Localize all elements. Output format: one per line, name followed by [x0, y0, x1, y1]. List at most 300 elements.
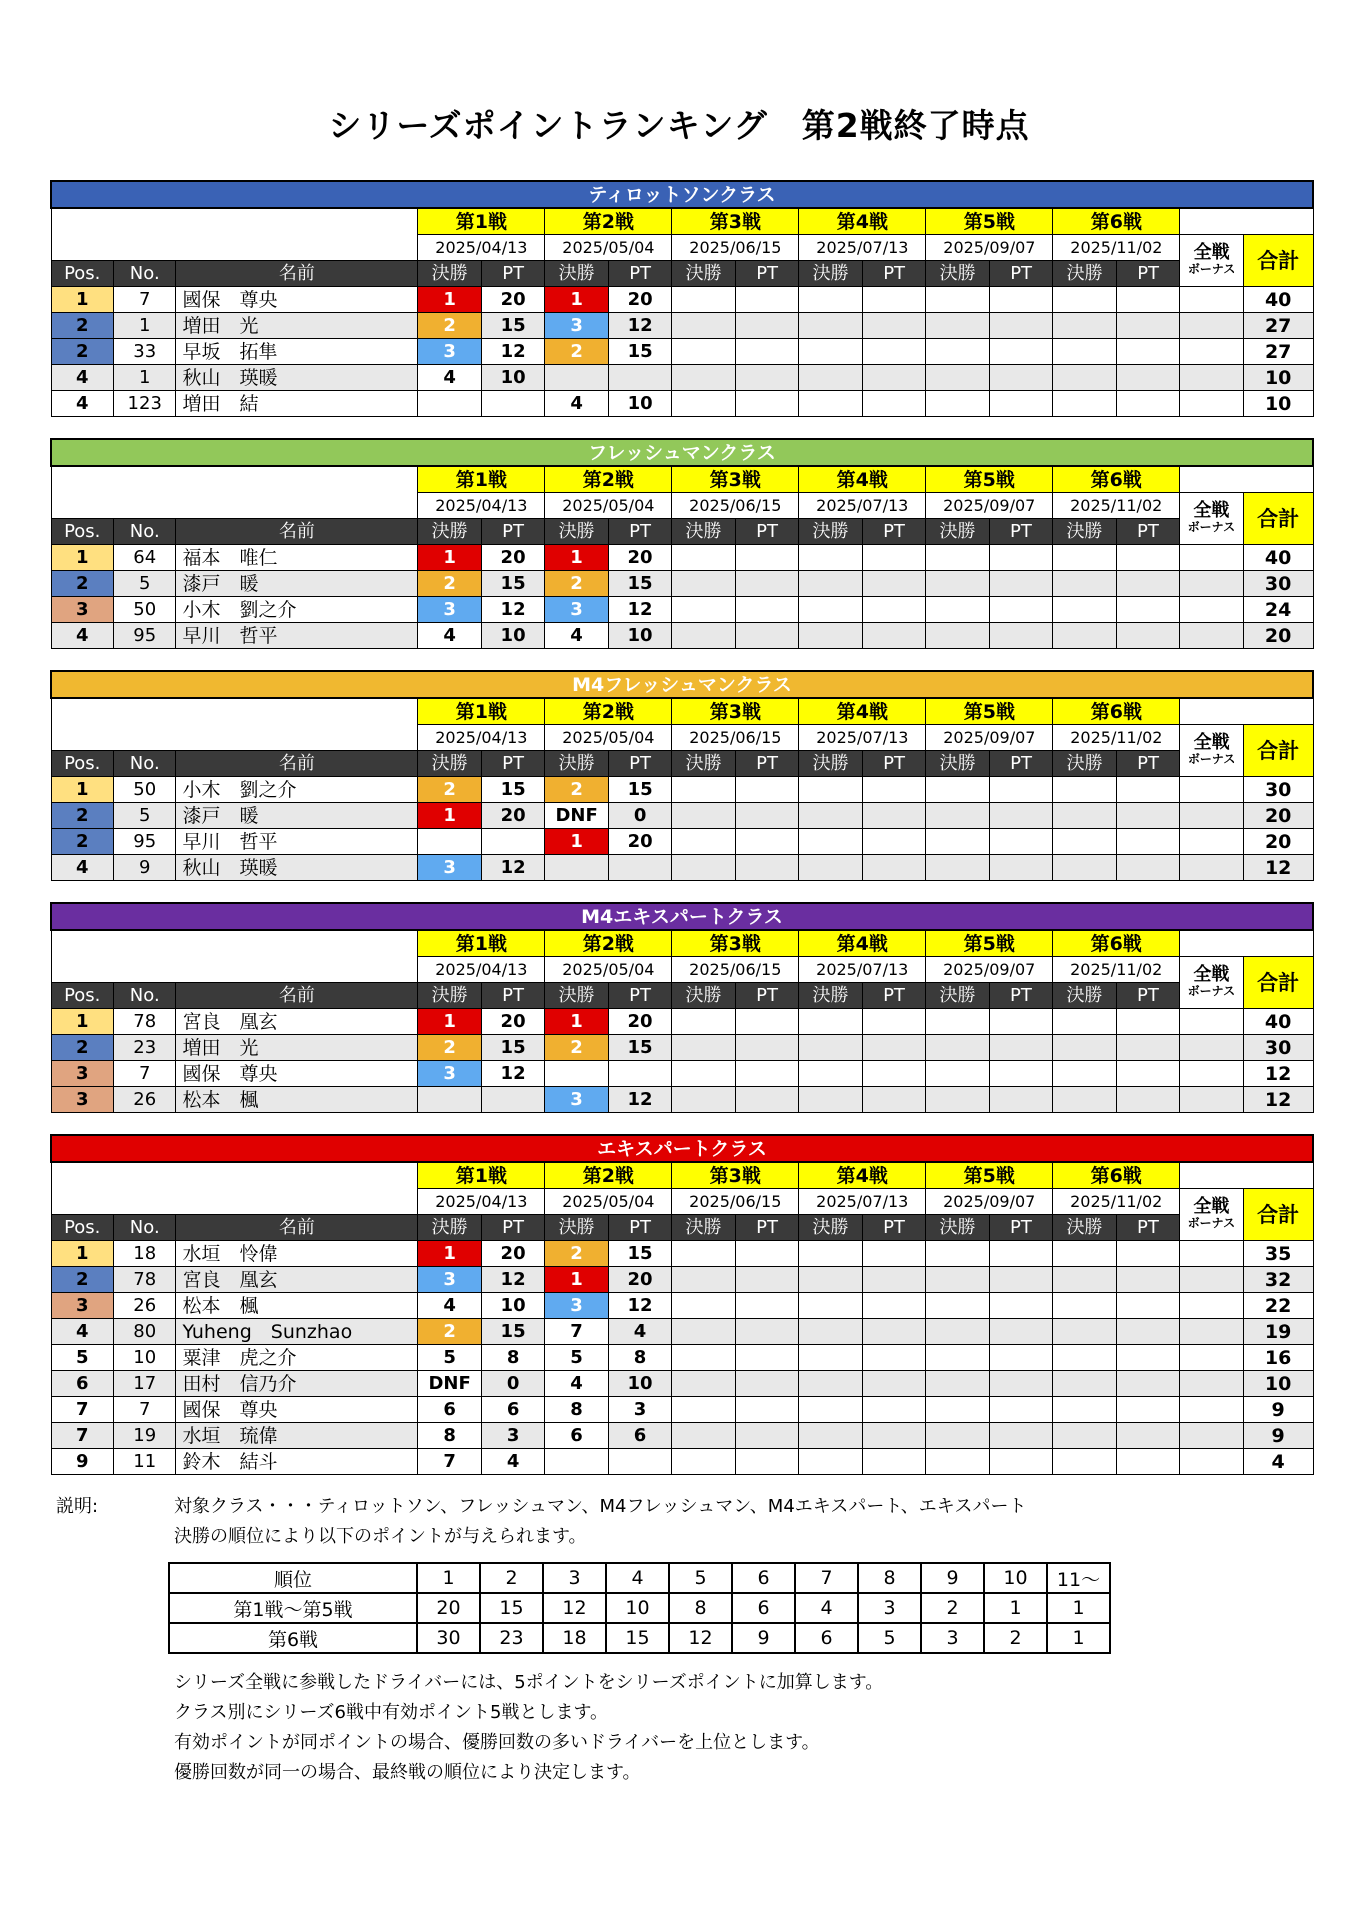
race-points — [1116, 597, 1179, 623]
final-header: 決勝 — [799, 983, 862, 1009]
table-row — [51, 1087, 1313, 1113]
race-points — [1116, 1449, 1179, 1475]
final-header: 決勝 — [545, 751, 609, 777]
race-points: 10 — [481, 365, 545, 391]
no-header: No. — [113, 983, 175, 1009]
final-result — [1053, 597, 1116, 623]
car-number: 26 — [113, 1293, 175, 1319]
header-blank — [1180, 208, 1313, 235]
race-points — [1116, 1319, 1179, 1345]
total-header: 合計 — [1243, 235, 1313, 287]
final-result: 2 — [418, 313, 482, 339]
race-points: 12 — [481, 1267, 544, 1293]
points-row — [169, 1623, 1110, 1653]
final-result — [926, 1293, 989, 1319]
race-points: 15 — [481, 777, 545, 803]
race-date: 2025/05/04 — [545, 725, 672, 751]
final-result: 6 — [545, 1423, 608, 1449]
race-points — [1116, 1035, 1179, 1061]
car-number: 26 — [113, 1087, 175, 1113]
final-result — [672, 365, 736, 391]
race-points: 20 — [608, 545, 671, 571]
total-points: 22 — [1243, 1293, 1313, 1319]
bonus-header — [1180, 235, 1244, 287]
bonus-cell — [1180, 1035, 1243, 1061]
bonus-cell — [1180, 829, 1244, 855]
final-result — [672, 1371, 735, 1397]
race-date: 2025/05/04 — [545, 957, 672, 983]
race-points — [1116, 365, 1180, 391]
final-result — [1053, 313, 1117, 339]
points-cell: 15 — [480, 1593, 543, 1623]
rank-cell: 2 — [51, 803, 113, 829]
race-date: 2025/11/02 — [1053, 725, 1180, 751]
driver-name: 國保 尊央 — [176, 1061, 418, 1087]
pt-header: PT — [1116, 261, 1180, 287]
bonus-header — [1180, 493, 1243, 545]
total-points: 16 — [1243, 1345, 1313, 1371]
bonus-cell — [1180, 623, 1243, 649]
final-result — [799, 597, 862, 623]
rank-cell: 2 — [51, 313, 113, 339]
race-points: 8 — [481, 1345, 544, 1371]
final-result — [1053, 623, 1116, 649]
race-points — [735, 1371, 798, 1397]
points-cell: 1 — [984, 1593, 1047, 1623]
race-points — [989, 1319, 1052, 1345]
final-result: 2 — [418, 1035, 481, 1061]
driver-name: 増田 光 — [176, 313, 418, 339]
race-header-row — [51, 1162, 1313, 1189]
final-header: 決勝 — [926, 1215, 989, 1241]
race-date: 2025/04/13 — [418, 235, 545, 261]
final-result: 3 — [545, 313, 609, 339]
race-points — [1116, 1397, 1179, 1423]
final-header: 決勝 — [672, 261, 736, 287]
final-result — [672, 1087, 735, 1113]
bonus-cell — [1180, 313, 1244, 339]
class-title-row — [51, 1135, 1313, 1162]
race-points — [862, 313, 926, 339]
race-points: 10 — [608, 391, 672, 417]
name-header: 名前 — [176, 751, 418, 777]
race-date: 2025/04/13 — [418, 1189, 545, 1215]
race-date: 2025/04/13 — [418, 957, 545, 983]
race-points: 20 — [481, 1241, 544, 1267]
final-result — [926, 313, 990, 339]
points-cell: 第6戦 — [169, 1623, 417, 1653]
table-row — [51, 777, 1313, 803]
points-header-cell: 5 — [669, 1563, 732, 1593]
final-result — [1053, 287, 1117, 313]
rules — [174, 1668, 883, 1788]
final-result — [545, 1061, 608, 1087]
race-points — [735, 623, 798, 649]
class-title: M4フレッシュマンクラス — [51, 671, 1313, 698]
points-header-cell: 4 — [606, 1563, 669, 1593]
bonus-label-bottom: ボーナス — [1187, 983, 1236, 998]
pt-header: PT — [608, 519, 671, 545]
table-row — [51, 287, 1313, 313]
class-table — [50, 438, 1314, 649]
rule-line: 優勝回数が同一の場合、最終戦の順位により決定します。 — [174, 1762, 641, 1783]
final-result — [926, 1035, 989, 1061]
race-label: 第2戦 — [545, 698, 672, 725]
race-date: 2025/04/13 — [418, 493, 545, 519]
final-result — [672, 597, 735, 623]
race-points: 15 — [481, 1319, 544, 1345]
bonus-label-top: 全戦 — [1193, 963, 1230, 985]
table-row — [51, 1267, 1313, 1293]
rank-cell: 3 — [51, 597, 113, 623]
bonus-cell — [1180, 1087, 1243, 1113]
points-header-cell: 1 — [417, 1563, 480, 1593]
final-result — [1053, 855, 1117, 881]
race-label: 第3戦 — [672, 1162, 799, 1189]
table-row — [51, 1035, 1313, 1061]
final-header: 決勝 — [926, 261, 990, 287]
points-cell: 15 — [606, 1623, 669, 1653]
race-points: 20 — [481, 1009, 544, 1035]
rank-cell: 9 — [51, 1449, 113, 1475]
final-result — [799, 545, 862, 571]
final-result — [672, 1241, 735, 1267]
race-label: 第2戦 — [545, 930, 672, 957]
points-cell: 18 — [543, 1623, 606, 1653]
race-points — [989, 1293, 1052, 1319]
rank-cell: 3 — [51, 1087, 113, 1113]
final-result — [672, 339, 736, 365]
final-header: 決勝 — [926, 519, 989, 545]
race-points: 20 — [608, 1267, 671, 1293]
table-row — [51, 1371, 1313, 1397]
final-result — [926, 339, 990, 365]
race-date: 2025/05/04 — [545, 1189, 672, 1215]
final-result — [799, 1035, 862, 1061]
no-header: No. — [113, 261, 175, 287]
race-points: 20 — [608, 829, 672, 855]
column-header-row — [51, 751, 1313, 777]
class-title: M4エキスパートクラス — [51, 903, 1313, 930]
race-points — [989, 545, 1052, 571]
race-points — [1116, 777, 1180, 803]
final-result — [672, 855, 736, 881]
race-label: 第4戦 — [799, 698, 926, 725]
bonus-cell — [1180, 391, 1244, 417]
pt-header: PT — [481, 983, 544, 1009]
final-result — [799, 339, 863, 365]
race-points: 10 — [608, 623, 671, 649]
header-blank — [51, 930, 418, 983]
total-points: 27 — [1243, 339, 1313, 365]
final-result — [672, 545, 735, 571]
total-points: 10 — [1243, 1371, 1313, 1397]
race-points — [862, 1061, 925, 1087]
final-result — [672, 1345, 735, 1371]
bonus-cell — [1180, 287, 1244, 313]
total-header: 合計 — [1243, 957, 1313, 1009]
points-header-cell: 3 — [543, 1563, 606, 1593]
race-points: 15 — [608, 1241, 671, 1267]
total-points: 30 — [1243, 571, 1313, 597]
bonus-cell — [1180, 1293, 1243, 1319]
driver-name: 早川 哲平 — [176, 623, 418, 649]
car-number: 5 — [113, 803, 175, 829]
explanation-line: 決勝の順位により以下のポイントが与えられます。 — [174, 1526, 587, 1547]
total-points: 32 — [1243, 1267, 1313, 1293]
pt-header: PT — [862, 983, 925, 1009]
final-result — [799, 803, 863, 829]
final-result — [926, 777, 990, 803]
pt-header: PT — [862, 751, 926, 777]
final-result: 3 — [418, 339, 482, 365]
points-header-cell: 10 — [984, 1563, 1047, 1593]
final-result — [926, 1397, 989, 1423]
driver-name: 水垣 怜偉 — [176, 1241, 418, 1267]
race-date: 2025/09/07 — [926, 493, 1053, 519]
page-title: シリーズポイントランキング 第2戦終了時点 — [328, 106, 1030, 145]
total-points: 19 — [1243, 1319, 1313, 1345]
header-blank — [51, 208, 418, 261]
bonus-cell — [1180, 803, 1244, 829]
race-points — [862, 571, 925, 597]
final-result — [672, 1267, 735, 1293]
race-points — [862, 829, 926, 855]
final-result — [1053, 1035, 1116, 1061]
total-points: 4 — [1243, 1449, 1313, 1475]
final-result — [926, 1345, 989, 1371]
total-points: 20 — [1243, 623, 1313, 649]
final-result — [1053, 1087, 1116, 1113]
race-points — [735, 1241, 798, 1267]
bonus-label-bottom: ボーナス — [1187, 519, 1236, 534]
race-points — [1116, 545, 1179, 571]
final-header: 決勝 — [1053, 751, 1117, 777]
final-result — [418, 391, 482, 417]
final-result — [672, 1423, 735, 1449]
race-header-row — [51, 930, 1313, 957]
total-points: 9 — [1243, 1423, 1313, 1449]
race-points — [1116, 1371, 1179, 1397]
final-result: 3 — [545, 1087, 608, 1113]
points-cell: 第1戦～第5戦 — [169, 1593, 417, 1623]
race-date: 2025/07/13 — [799, 1189, 926, 1215]
final-result — [926, 597, 989, 623]
table-row — [51, 803, 1313, 829]
final-result — [1053, 777, 1117, 803]
final-result — [672, 803, 736, 829]
race-label: 第3戦 — [672, 698, 799, 725]
driver-name: 秋山 瑛暖 — [176, 855, 418, 881]
bonus-cell — [1180, 1061, 1243, 1087]
final-result — [926, 1319, 989, 1345]
header-blank — [1180, 466, 1313, 493]
final-result — [926, 623, 989, 649]
final-result — [799, 1061, 862, 1087]
final-result: 8 — [545, 1397, 608, 1423]
pt-header: PT — [481, 261, 545, 287]
race-date: 2025/07/13 — [799, 235, 926, 261]
total-points: 30 — [1243, 1035, 1313, 1061]
final-result — [1053, 803, 1117, 829]
rank-cell: 4 — [51, 391, 113, 417]
points-header-cell: 7 — [795, 1563, 858, 1593]
race-label: 第1戦 — [418, 930, 545, 957]
pt-header: PT — [608, 983, 671, 1009]
car-number: 95 — [113, 829, 175, 855]
final-header: 決勝 — [672, 983, 735, 1009]
car-number: 1 — [113, 313, 175, 339]
car-number: 7 — [113, 1061, 175, 1087]
total-points: 10 — [1243, 365, 1313, 391]
points-header-cell: 6 — [732, 1563, 795, 1593]
race-header-row — [51, 466, 1313, 493]
driver-name: 増田 光 — [176, 1035, 418, 1061]
pos-header: Pos. — [51, 983, 113, 1009]
race-label: 第5戦 — [926, 1162, 1053, 1189]
final-result — [672, 313, 736, 339]
race-points — [862, 1035, 925, 1061]
race-points — [608, 855, 672, 881]
race-points — [735, 571, 798, 597]
race-date: 2025/11/02 — [1053, 493, 1180, 519]
driver-name: 小木 劉之介 — [176, 597, 418, 623]
race-date: 2025/09/07 — [926, 957, 1053, 983]
race-points — [989, 803, 1053, 829]
final-result — [1053, 339, 1117, 365]
race-points — [862, 391, 926, 417]
total-header: 合計 — [1243, 493, 1313, 545]
bonus-header — [1180, 957, 1243, 1009]
table-row — [51, 1423, 1313, 1449]
race-points — [1116, 391, 1180, 417]
points-cell: 4 — [795, 1593, 858, 1623]
final-header: 決勝 — [926, 751, 990, 777]
final-result: DNF — [545, 803, 609, 829]
final-result — [926, 1267, 989, 1293]
bonus-label-top: 全戦 — [1193, 499, 1230, 521]
no-header: No. — [113, 519, 175, 545]
race-points — [1116, 1293, 1179, 1319]
car-number: 80 — [113, 1319, 175, 1345]
race-points: 15 — [481, 313, 545, 339]
final-result — [1053, 829, 1117, 855]
points-row — [169, 1593, 1110, 1623]
race-points — [735, 777, 799, 803]
final-header: 決勝 — [799, 751, 863, 777]
final-header: 決勝 — [418, 519, 481, 545]
final-result — [672, 1009, 735, 1035]
points-cell: 5 — [858, 1623, 921, 1653]
final-header: 決勝 — [545, 1215, 608, 1241]
race-points — [989, 1267, 1052, 1293]
final-result: 2 — [545, 1241, 608, 1267]
table-row — [51, 829, 1313, 855]
final-header: 決勝 — [418, 261, 482, 287]
final-result: 3 — [418, 597, 481, 623]
pt-header: PT — [1116, 1215, 1179, 1241]
final-result — [926, 287, 990, 313]
car-number: 78 — [113, 1009, 175, 1035]
race-date: 2025/11/02 — [1053, 235, 1180, 261]
rank-cell: 1 — [51, 777, 113, 803]
pt-header: PT — [735, 1215, 798, 1241]
bonus-cell — [1180, 545, 1243, 571]
race-points — [989, 339, 1053, 365]
race-points — [989, 829, 1053, 855]
name-header: 名前 — [176, 1215, 418, 1241]
final-result: 5 — [418, 1345, 481, 1371]
race-points — [862, 1397, 925, 1423]
race-points: 20 — [481, 803, 545, 829]
final-result: 1 — [545, 1009, 608, 1035]
race-points — [735, 1061, 798, 1087]
race-header-row — [51, 698, 1313, 725]
final-result: 1 — [418, 545, 481, 571]
race-label: 第1戦 — [418, 698, 545, 725]
race-points — [1116, 313, 1180, 339]
column-header-row — [51, 519, 1313, 545]
points-cell: 20 — [417, 1593, 480, 1623]
final-result — [1053, 391, 1117, 417]
race-label: 第5戦 — [926, 208, 1053, 235]
race-points: 12 — [481, 855, 545, 881]
pt-header: PT — [735, 519, 798, 545]
final-result — [926, 571, 989, 597]
final-result — [1053, 1319, 1116, 1345]
rule-line: クラス別にシリーズ6戦中有効ポイント5戦とします。 — [174, 1702, 609, 1723]
final-result — [799, 777, 863, 803]
race-points — [1116, 1061, 1179, 1087]
column-header-row — [51, 261, 1313, 287]
total-points: 20 — [1243, 803, 1313, 829]
final-result: 2 — [545, 1035, 608, 1061]
points-table — [168, 1562, 1111, 1654]
race-date: 2025/06/15 — [672, 493, 799, 519]
final-result — [672, 571, 735, 597]
car-number: 1 — [113, 365, 175, 391]
car-number: 23 — [113, 1035, 175, 1061]
total-points: 40 — [1243, 545, 1313, 571]
final-result — [672, 1061, 735, 1087]
final-result: 6 — [418, 1397, 481, 1423]
header-blank — [1180, 1162, 1313, 1189]
race-label: 第5戦 — [926, 930, 1053, 957]
explanation-lines — [174, 1492, 1274, 1552]
rank-cell: 2 — [51, 829, 113, 855]
rank-cell: 1 — [51, 545, 113, 571]
race-points — [735, 1009, 798, 1035]
driver-name: 小木 劉之介 — [176, 777, 418, 803]
race-points — [735, 1345, 798, 1371]
class-table — [50, 1134, 1314, 1475]
bonus-header — [1180, 1189, 1243, 1241]
bonus-cell — [1180, 1267, 1243, 1293]
race-label: 第2戦 — [545, 208, 672, 235]
race-date: 2025/06/15 — [672, 235, 799, 261]
car-number: 18 — [113, 1241, 175, 1267]
race-points: 6 — [608, 1423, 671, 1449]
pos-header: Pos. — [51, 1215, 113, 1241]
bonus-cell — [1180, 571, 1243, 597]
race-points — [1116, 339, 1180, 365]
bonus-cell — [1180, 1449, 1243, 1475]
points-cell: 8 — [669, 1593, 732, 1623]
driver-name: 増田 結 — [176, 391, 418, 417]
race-date: 2025/04/13 — [418, 725, 545, 751]
final-header: 決勝 — [545, 519, 608, 545]
race-points: 20 — [608, 1009, 671, 1035]
